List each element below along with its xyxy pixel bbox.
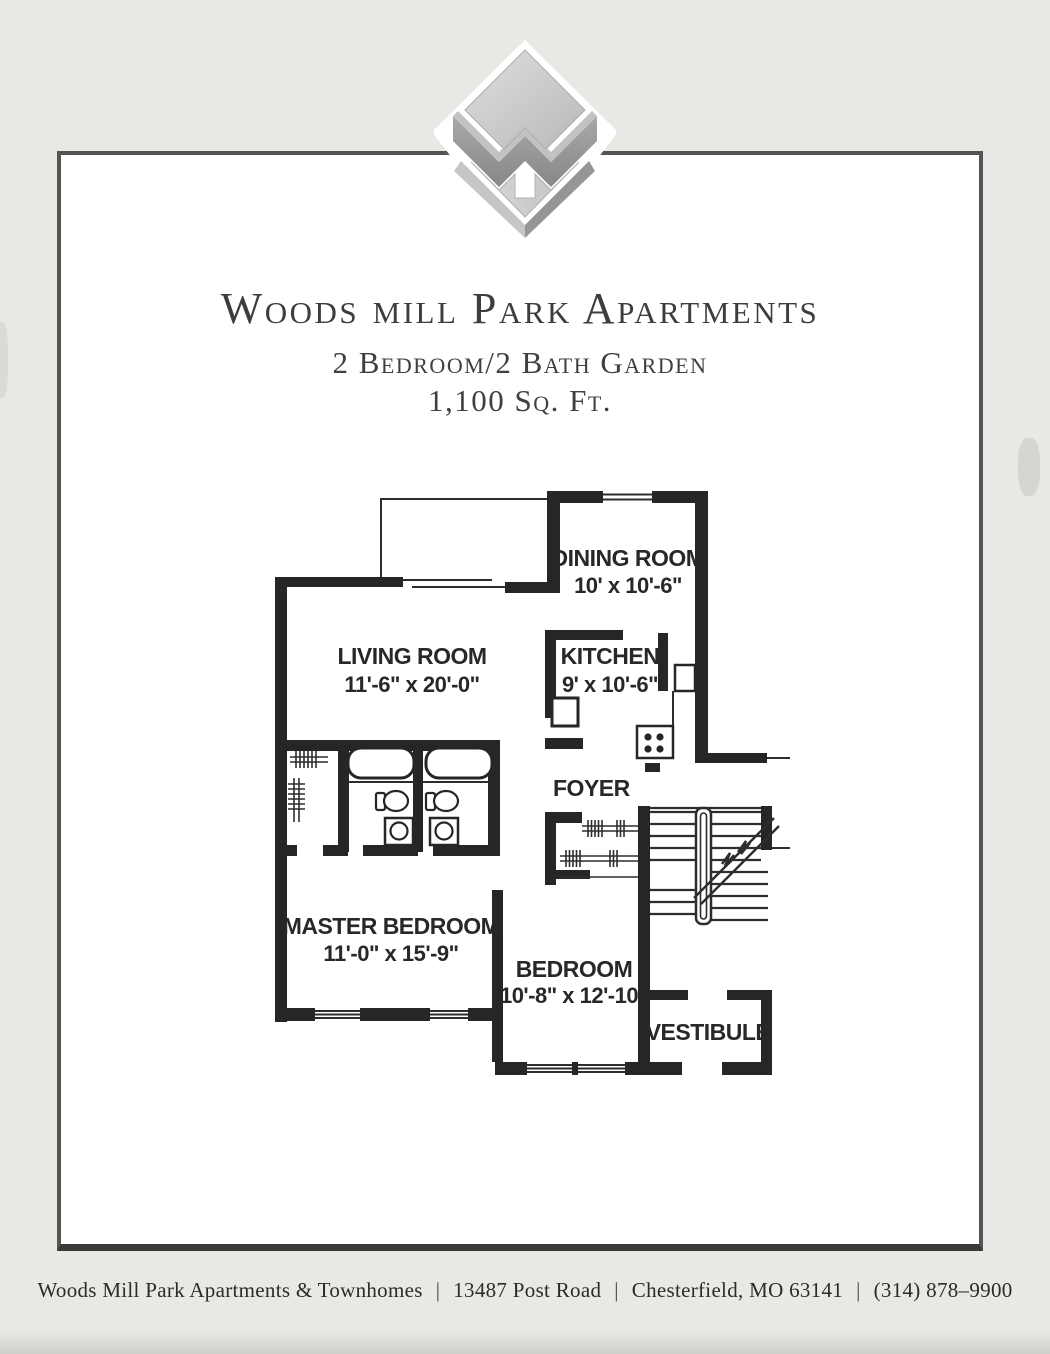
scan-artifact: [0, 1332, 1050, 1354]
stair-rail: [696, 808, 711, 924]
room-label-foyer: FOYER: [553, 775, 630, 801]
footer-separator: |: [435, 1278, 441, 1302]
bathtub: [348, 748, 414, 778]
room-label-dining: DINING ROOM: [551, 545, 705, 571]
room-label-vestibule: VESTIBULE: [645, 1019, 771, 1045]
room-label-bedroom: BEDROOM: [515, 956, 633, 982]
page-area-text: 1,100 Sq. Ft.: [427, 383, 613, 419]
room-label-kitchen: KITCHEN: [560, 643, 660, 669]
footer-company: Woods Mill Park Apartments & Townhomes: [37, 1278, 423, 1302]
footer-separator: |: [614, 1278, 619, 1302]
room-dims-kitchen: 9' x 10'-6": [561, 672, 659, 697]
footer-separator: |: [856, 1278, 861, 1302]
scan-artifact: [1018, 438, 1040, 496]
footer-city: Chesterfield, MO 63141: [631, 1278, 844, 1302]
room-dims-bedroom: 10'-8" x 12'-10": [499, 983, 649, 1008]
floor-plan: [260, 460, 790, 1100]
stove: [637, 726, 673, 758]
kitchen-counter: [552, 698, 578, 726]
footer-address-line: [0, 1278, 1050, 1303]
room-label-master-bedroom: MASTER BEDROOM: [282, 913, 500, 939]
page-title: Woods mill Park Apartments: [220, 284, 820, 333]
w-diamond-logo: [434, 40, 616, 254]
room-dims-dining: 10' x 10'-6": [574, 573, 682, 598]
room-dims-master-bedroom: 11'-0" x 15'-9": [323, 941, 459, 966]
staircase: [650, 808, 779, 924]
scan-artifact: [0, 322, 8, 398]
footer-phone: (314) 878–9900: [873, 1278, 1013, 1302]
room-label-living: LIVING ROOM: [337, 643, 487, 669]
page-subtitle: 2 Bedroom/2 Bath Garden: [332, 345, 708, 381]
refrigerator: [675, 665, 695, 691]
bathtub: [426, 748, 492, 778]
room-dims-living: 11'-6" x 20'-0": [344, 672, 480, 697]
footer-street: 13487 Post Road: [453, 1278, 602, 1302]
title-block: [57, 285, 983, 419]
